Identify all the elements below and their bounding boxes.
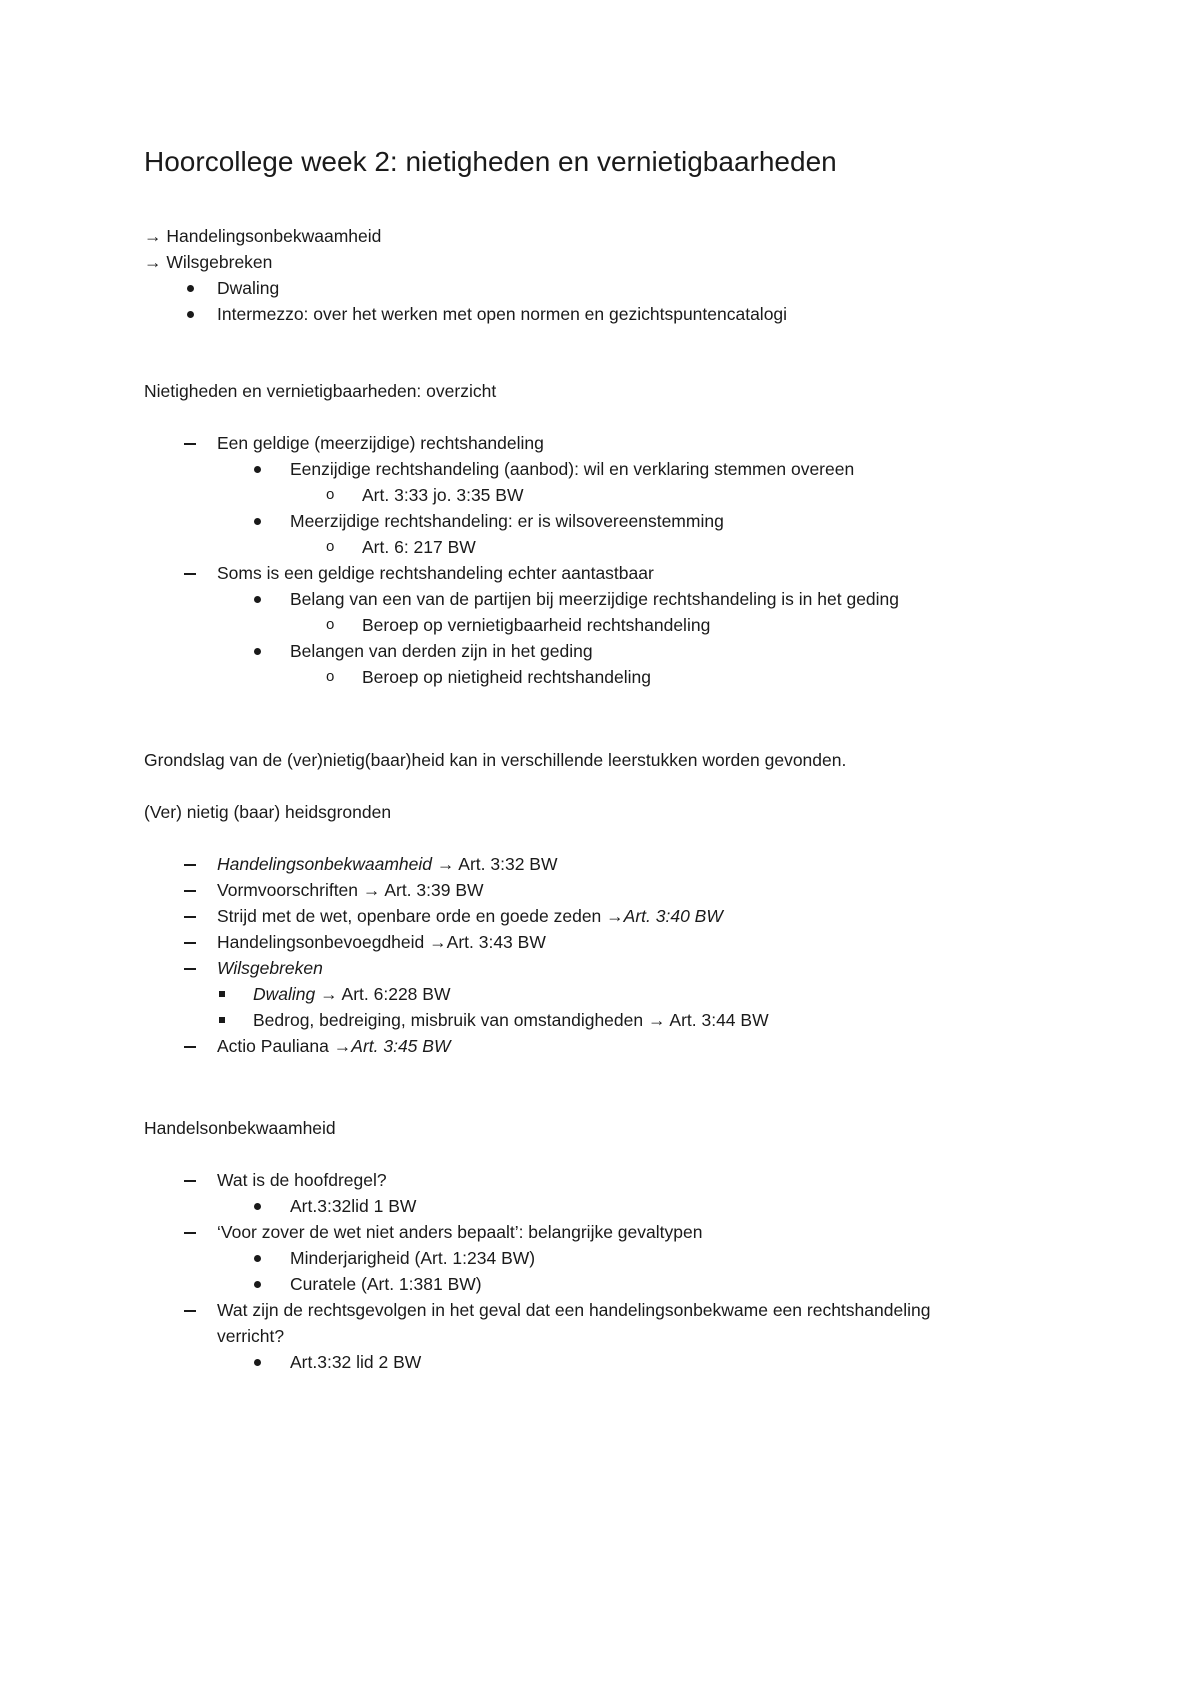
dash-icon	[184, 890, 196, 892]
bullet-icon	[187, 285, 194, 292]
handel-item-2-bullet-2: Curatele (Art. 1:381 BW)	[290, 1274, 482, 1294]
gronden-item-1: Handelingsonbekwaamheid → Art. 3:32 BW	[217, 854, 558, 874]
gronden-item-3: Strijd met de wet, openbare orde en goede zeden →Art. 3:40 BW	[217, 906, 723, 926]
section-heading-handel: Handelsonbekwaamheid	[144, 1118, 336, 1138]
bullet-icon	[254, 1359, 261, 1366]
dash-icon	[184, 1310, 196, 1312]
dash-icon	[184, 1232, 196, 1234]
circle-bullet-icon: o	[326, 486, 335, 503]
overview-item-2-sub-1: Beroep op vernietigbaarheid rechtshandeling	[362, 615, 711, 635]
dash-icon	[184, 573, 196, 575]
overview-item-2-sub-2: Beroep op nietigheid rechtshandeling	[362, 667, 651, 687]
circle-bullet-icon: o	[326, 668, 335, 685]
paragraph-grondslag: Grondslag van de (ver)nietig(baar)heid kan in verschillende leerstukken worden gevonden.	[144, 750, 847, 770]
gronden-item-4: Handelingsonbevoegdheid →Art. 3:43 BW	[217, 932, 546, 952]
gronden-item-6: Actio Pauliana →Art. 3:45 BW	[217, 1036, 451, 1056]
dash-icon	[184, 1180, 196, 1182]
overview-item-2-bullet-1: Belang van een van de partijen bij meerzijdige rechtshandeling is in het geding	[290, 589, 900, 609]
handel-item-1-bullet-1: Art.3:32lid 1 BW	[290, 1196, 417, 1216]
overview-item-1-sub-1: Art. 3:33 jo. 3:35 BW	[362, 485, 524, 505]
bullet-icon	[254, 1203, 261, 1210]
overview-item-2: Soms is een geldige rechtshandeling echter aantastbaar	[217, 563, 654, 583]
bullet-icon	[254, 1281, 261, 1288]
arrow-icon: →	[144, 252, 162, 272]
overview-item-1-bullet-2: Meerzijdige rechtshandeling: er is wilsovereenstemming	[290, 511, 724, 531]
arrow-icon: →	[333, 1036, 352, 1056]
arrow-icon: →	[606, 906, 624, 926]
arrow-icon: →	[362, 880, 381, 900]
gronden-item-5: Wilsgebreken	[217, 958, 323, 978]
gronden-item-5-sub-2: Bedrog, bedreiging, misbruik van omstandigheden → Art. 3:44 BW	[253, 1010, 769, 1030]
gronden-item-2: Vormvoorschriften → Art. 3:39 BW	[217, 880, 484, 900]
circle-bullet-icon: o	[326, 616, 335, 633]
dash-icon	[184, 968, 196, 970]
page-title: Hoorcollege week 2: nietigheden en vernietigbaarheden	[144, 146, 837, 177]
overview-item-2-bullet-2: Belangen van derden zijn in het geding	[290, 641, 593, 661]
bullet-icon	[254, 518, 261, 525]
gronden-item-5-sub-1: Dwaling → Art. 6:228 BW	[253, 984, 451, 1004]
square-bullet-icon	[219, 991, 225, 997]
arrow-icon: →	[320, 984, 338, 1004]
handel-item-1: Wat is de hoofdregel?	[217, 1170, 387, 1190]
dash-icon	[184, 942, 196, 944]
bullet-icon	[254, 466, 261, 473]
intro-bullet-1: Dwaling	[217, 278, 280, 298]
overview-item-1-bullet-1: Eenzijdige rechtshandeling (aanbod): wil en verklaring stemmen overeen	[290, 459, 855, 479]
intro-bullet-2: Intermezzo: over het werken met open normen en gezichtspuntencatalogi	[217, 304, 788, 324]
arrow-icon: →	[436, 854, 455, 874]
bullet-icon	[254, 1255, 261, 1262]
handel-item-3-bullet-1: Art.3:32 lid 2 BW	[290, 1352, 422, 1372]
dash-icon	[184, 916, 196, 918]
dash-icon	[184, 443, 196, 445]
handel-item-3-line-2: verricht?	[217, 1326, 285, 1346]
arrow-icon: →	[144, 226, 162, 246]
section-heading-overview: Nietigheden en vernietigbaarheden: overzicht	[144, 381, 497, 401]
handel-item-3-line-1: Wat zijn de rechtsgevolgen in het geval dat een handelingsonbekwame een rechtshandeling	[217, 1300, 931, 1320]
intro-item-1: → Handelingsonbekwaamheid	[144, 226, 382, 246]
handel-item-2: ‘Voor zover de wet niet anders bepaalt’: belangrijke gevaltypen	[217, 1222, 703, 1242]
overview-item-1: Een geldige (meerzijdige) rechtshandeling	[217, 433, 544, 453]
handel-item-2-bullet-1: Minderjarigheid (Art. 1:234 BW)	[290, 1248, 536, 1268]
bullet-icon	[254, 596, 261, 603]
arrow-icon: →	[429, 932, 447, 952]
section-heading-gronden: (Ver) nietig (baar) heidsgronden	[144, 802, 392, 822]
bullet-icon	[187, 311, 194, 318]
bullet-icon	[254, 648, 261, 655]
dash-icon	[184, 1046, 196, 1048]
dash-icon	[184, 864, 196, 866]
square-bullet-icon	[219, 1017, 225, 1023]
intro-item-2: → Wilsgebreken	[144, 252, 273, 272]
arrow-icon: →	[647, 1010, 666, 1030]
circle-bullet-icon: o	[326, 538, 335, 555]
overview-item-1-sub-2: Art. 6: 217 BW	[362, 537, 476, 557]
